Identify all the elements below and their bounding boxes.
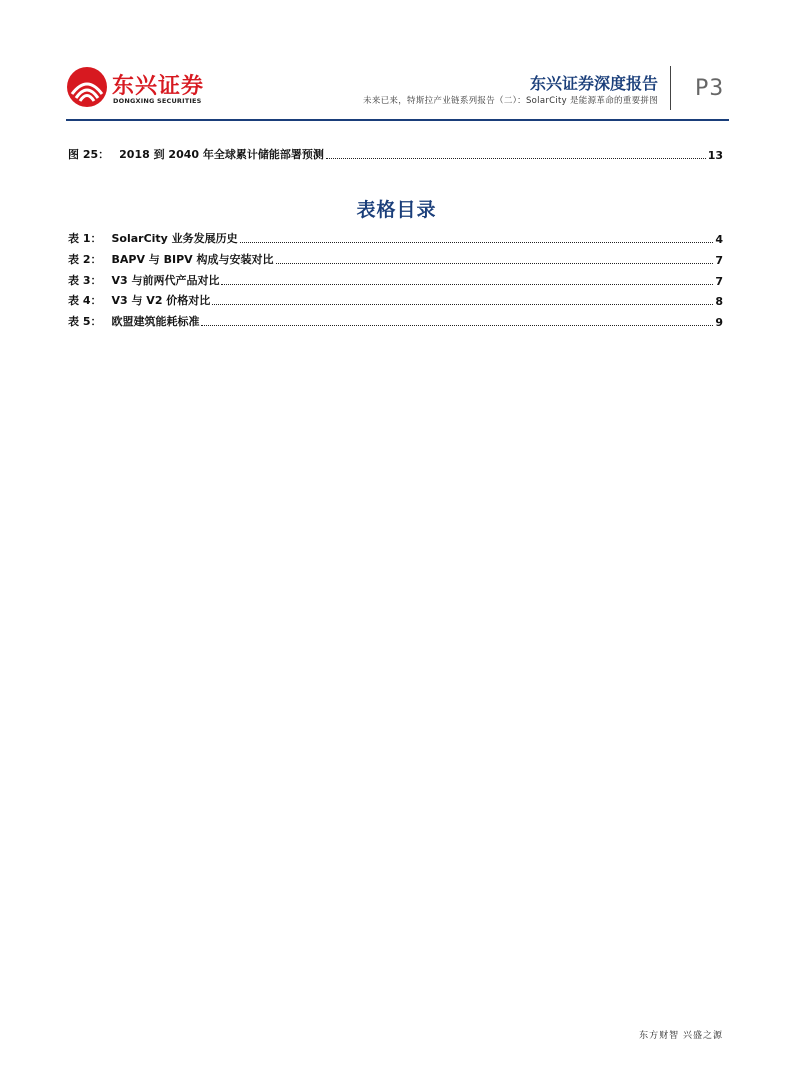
toc-dot-leader: [240, 242, 714, 243]
figure-toc-entry[interactable]: [68, 146, 723, 162]
header-divider: [670, 66, 671, 110]
table-toc-entry[interactable]: [68, 272, 723, 288]
toc-entry-title: 欧盟建筑能耗标准: [111, 315, 200, 328]
logo-english-name: DONGXING SECURITIES: [113, 97, 202, 105]
toc-entry-title: V3 与 V2 价格对比: [111, 294, 211, 307]
toc-entry-prefix: 图 25：: [68, 148, 110, 161]
report-subtitle: 未来已来，特斯拉产业链系列报告（二）：SolarCity 是能源革命的重要拼图: [363, 96, 658, 106]
page-number: P3: [695, 76, 725, 101]
toc-entry-title: SolarCity 业务发展历史: [111, 232, 238, 245]
toc-entry-prefix: 表 5：: [68, 315, 102, 328]
toc-dot-leader: [276, 263, 714, 264]
toc-entry-prefix: 表 4：: [68, 294, 102, 307]
toc-entry-page: 7: [715, 254, 723, 267]
toc-entry-title: 2018 到 2040 年全球累计储能部署预测: [119, 148, 324, 161]
table-toc-entry[interactable]: [68, 313, 723, 329]
dongxing-logo-icon: [66, 66, 108, 108]
footer-slogan: 东方财智 兴盛之源: [639, 1031, 723, 1041]
toc-entry-prefix: 表 3：: [68, 274, 102, 287]
toc-entry-title: V3 与前两代产品对比: [111, 274, 220, 287]
toc-entry-title: BAPV 与 BIPV 构成与安装对比: [111, 253, 274, 266]
toc-entry-prefix: 表 2：: [68, 253, 102, 266]
toc-entry-page: 8: [715, 295, 723, 308]
toc-dot-leader: [201, 325, 713, 326]
toc-entry-page: 7: [715, 275, 723, 288]
tables-section-title: 表格目录: [356, 199, 437, 221]
table-toc-entry[interactable]: [68, 230, 723, 246]
toc-dot-leader: [326, 158, 706, 159]
table-toc-entry[interactable]: [68, 292, 723, 308]
toc-dot-leader: [221, 284, 713, 285]
toc-entry-prefix: 表 1：: [68, 232, 102, 245]
page-header: [0, 0, 793, 125]
header-rule: [66, 119, 729, 121]
company-logo: [66, 66, 206, 110]
table-toc-entry[interactable]: [68, 251, 723, 267]
toc-dot-leader: [212, 304, 713, 305]
toc-entry-page: 4: [715, 233, 723, 246]
toc-entry-page: 9: [715, 316, 723, 329]
logo-chinese-name: 东兴证券: [112, 74, 205, 99]
report-type: 东兴证券深度报告: [529, 74, 658, 93]
toc-entry-page: 13: [707, 149, 723, 162]
